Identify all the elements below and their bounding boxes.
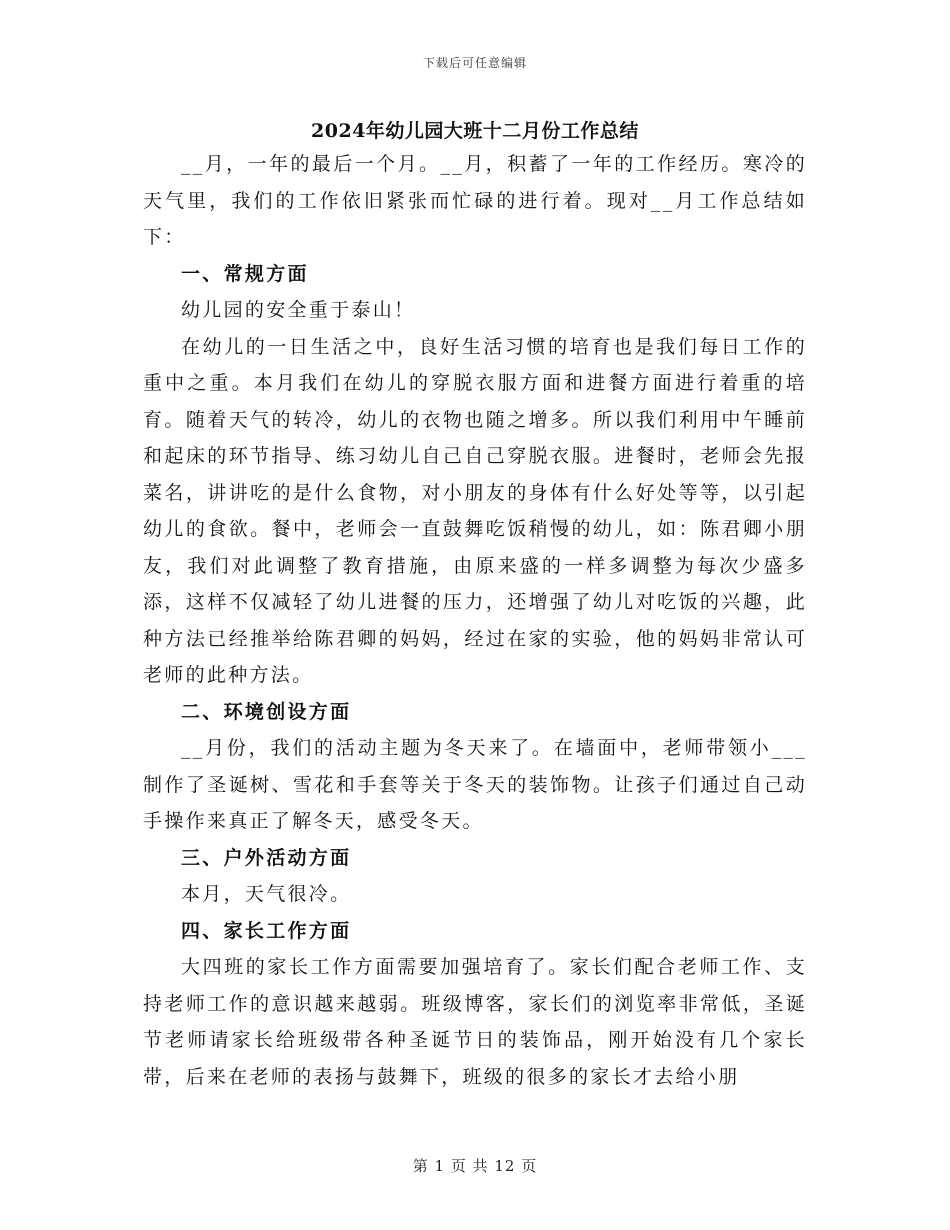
section-paragraph: 本月，天气很冷。 — [181, 883, 352, 905]
intro-paragraph: __月，一年的最后一个月。__月，积蓄了一年的工作经历。寒冷的天气里，我们的工作依旧紧张而忙碌的进行着。现对__月工作总结如下： — [143, 153, 807, 248]
section-heading-outdoor: 三、户外活动方面 — [181, 846, 352, 869]
section-paragraph: __月份，我们的活动主题为冬天来了。在墙面中，老师带领小___制作了圣诞树、雪花和手套等关于冬天的装饰物。让孩子们通过自己动手操作来真正了解冬天，感受冬天。 — [143, 737, 807, 832]
document-title: 2024年幼儿园大班十二月份工作总结 — [311, 120, 639, 142]
section-heading-environment: 二、环境创设方面 — [181, 700, 352, 723]
section-heading-routine: 一、常规方面 — [181, 262, 309, 285]
page-number: 第 1 页 共 12 页 — [412, 1157, 538, 1175]
header-note: 下载后可任意编辑 — [422, 56, 527, 70]
section-paragraph: 大四班的家长工作方面需要加强培育了。家长们配合老师工作、支持老师工作的意识越来越弱。班级博客，家长们的浏览率非常低，圣诞节老师请家长给班级带各种圣诞节日的装饰品，刚开始没有几个家长带，后来在老师的表扬与鼓舞下，班级的很多的家长才去给小朋 — [143, 956, 807, 1088]
document-body — [143, 146, 807, 1095]
section-heading-parents: 四、家长工作方面 — [181, 919, 352, 942]
section-paragraph: 在幼儿的一日生活之中，良好生活习惯的培育也是我们每日工作的重中之重。本月我们在幼儿的穿脱衣服方面和进餐方面进行着重的培育。随着天气的转冷，幼儿的衣物也随之增多。所以我们利用中午睡前和起床的环节指导、练习幼儿自己自己穿脱衣服。进餐时，老师会先报菜名，讲讲吃的是什么食物，对小朋友的身体有什么好处等等，以引起幼儿的食欲。餐中，老师会一直鼓舞吃饭稍慢的幼儿，如：陈君卿小朋友，我们对此调整了教育措施，由原来盛的一样多调整为每次少盛多添，这样不仅减轻了幼儿进餐的压力，还增强了幼儿对吃饭的兴趣，此种方法已经推举给陈君卿的妈妈，经过在家的实验，他的妈妈非常认可老师的此种方法。 — [143, 335, 807, 686]
section-paragraph: 幼儿园的安全重于泰山！ — [181, 299, 416, 321]
